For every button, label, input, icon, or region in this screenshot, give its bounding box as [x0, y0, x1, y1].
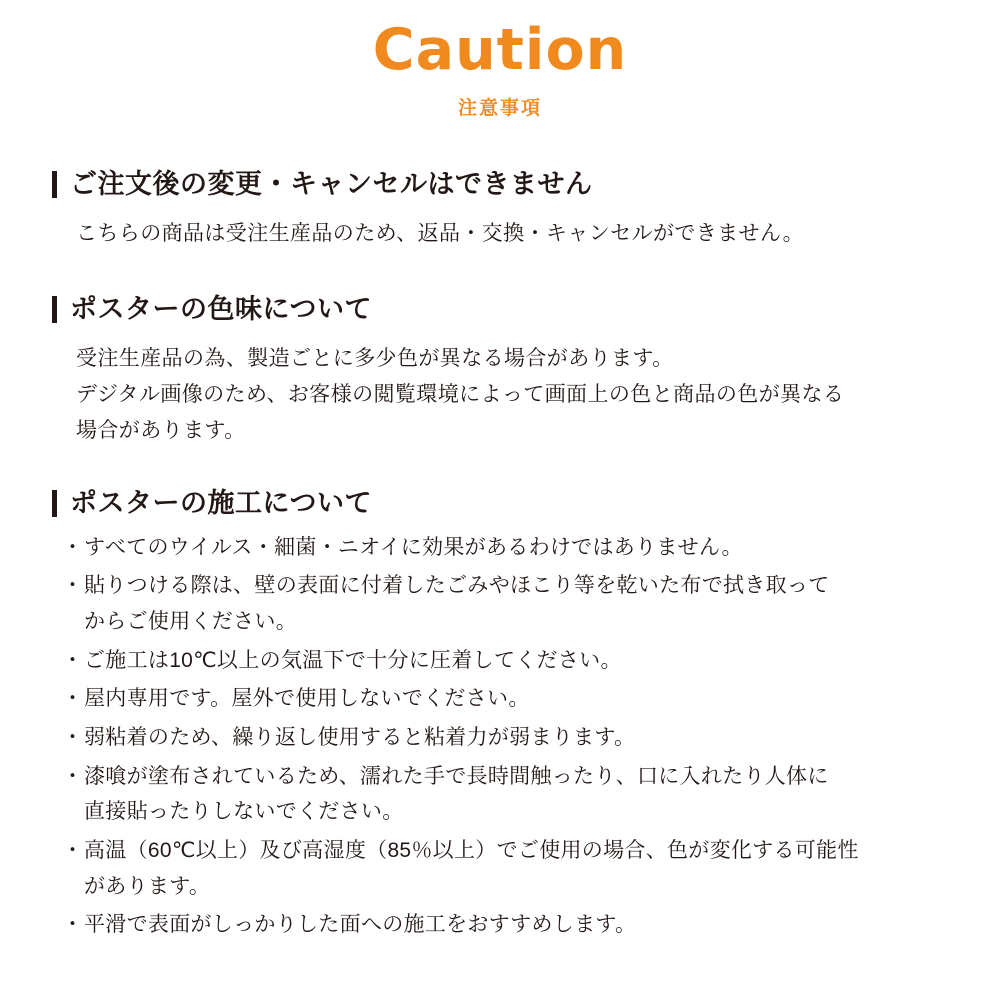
list-item: [62, 568, 960, 639]
section-heading-text: ご注文後の変更・キャンセルはできません: [70, 169, 593, 199]
list-item: [62, 643, 960, 679]
installation-bullet-list: [52, 530, 960, 944]
list-item: [62, 907, 960, 943]
list-item-text: 平滑で表面がしっかりした面への施工をおすすめします。: [84, 913, 637, 937]
body-line: 受注生産品の為、製造ごとに多少色が異なる場合があります。: [76, 346, 674, 370]
list-item-text: ご施工は10℃以上の気温下で十分に圧着してください。: [84, 648, 622, 672]
bullet-dot-icon: ・: [62, 764, 84, 788]
list-item-text: 高温（60℃以上）及び高湿度（85％以上）でご使用の場合、色が変化する可能性 があります。: [84, 839, 859, 898]
section-body: [52, 341, 960, 449]
list-item: [62, 720, 960, 756]
section-body: [52, 216, 960, 252]
page-subtitle: 注意事項: [457, 98, 542, 119]
list-item-text: 弱粘着のため、繰り返し使用すると粘着力が弱まります。: [84, 726, 636, 750]
bullet-dot-icon: ・: [62, 687, 84, 711]
list-item: [62, 759, 960, 830]
bullet-dot-icon: ・: [62, 648, 84, 672]
list-item-text: 貼りつける際は、壁の表面に付着したごみやほこり等を乾いた布で拭き取って からご使用ください。: [84, 574, 830, 633]
section-heading-text: ポスターの施工について: [70, 488, 372, 519]
section-order-cancel: [52, 168, 960, 253]
heading-bar-icon: [52, 171, 57, 198]
heading-bar-icon: [52, 490, 57, 517]
bullet-dot-icon: ・: [62, 913, 84, 937]
body-line: こちらの商品は受注生産品のため、返品・交換・キャンセルができません。: [76, 222, 805, 246]
page-header: [0, 0, 1000, 120]
bullet-dot-icon: ・: [62, 535, 84, 559]
caution-content: [0, 168, 1000, 943]
body-line: 場合があります。: [76, 419, 246, 443]
heading-bar-icon: [52, 296, 57, 323]
bullet-dot-icon: ・: [62, 839, 84, 863]
list-item: [62, 530, 960, 566]
list-item: [62, 681, 960, 717]
page-title: Caution: [372, 17, 628, 83]
list-item-text: 屋内専用です。屋外で使用しないでください。: [84, 687, 530, 711]
bullet-dot-icon: ・: [62, 574, 84, 598]
bullet-dot-icon: ・: [62, 726, 84, 750]
list-item-text: すべてのウイルス・細菌・ニオイに効果があるわけではありません。: [84, 535, 743, 559]
body-line: デジタル画像のため、お客様の閲覧環境によって画面上の色と商品の色が異なる: [76, 383, 845, 406]
list-item-text: 漆喰が塗布されているため、濡れた手で長時間触ったり、口に入れたり人体に 直接貼ったりしないでください。: [84, 764, 829, 824]
list-item: [62, 833, 960, 904]
section-heading-text: ポスターの色味について: [70, 293, 372, 324]
section-heading: [52, 487, 960, 519]
section-poster-color: [52, 293, 960, 450]
section-heading: [52, 293, 960, 325]
section-heading: [52, 168, 960, 200]
section-poster-installation: [52, 487, 960, 943]
